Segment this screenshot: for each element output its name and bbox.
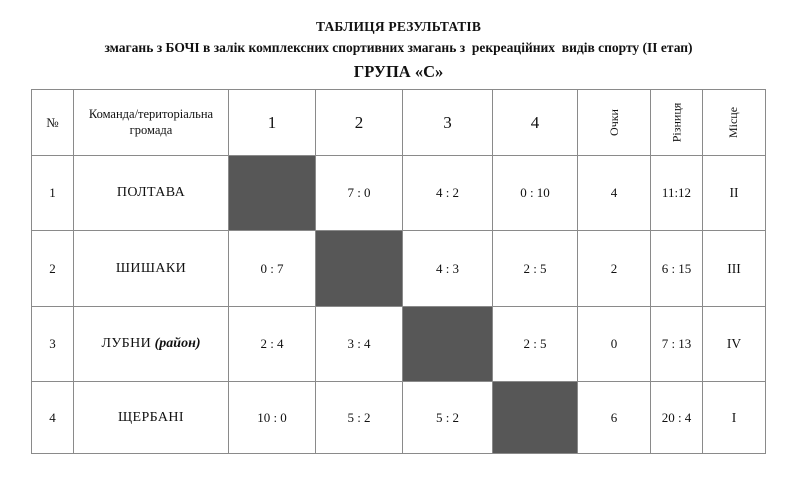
place-cell: III <box>703 231 766 307</box>
score-cell: 4 : 3 <box>403 231 493 307</box>
score-cell: 5 : 2 <box>403 382 493 454</box>
difference-cell: 7 : 13 <box>651 307 703 382</box>
self-match-cell <box>229 156 316 231</box>
row-number: 4 <box>32 382 74 454</box>
score-cell: 2 : 5 <box>493 231 578 307</box>
place-label: Місце <box>726 106 741 139</box>
difference-cell: 11:12 <box>651 156 703 231</box>
col-header-round-2: 2 <box>316 90 403 156</box>
score-cell: 0 : 10 <box>493 156 578 231</box>
points-cell: 6 <box>578 382 651 454</box>
team-name: ШИШАКИ <box>74 231 229 307</box>
page-title: ТАБЛИЦЯ РЕЗУЛЬТАТІВ <box>315 19 482 34</box>
score-cell: 4 : 2 <box>403 156 493 231</box>
col-header-round-3: 3 <box>403 90 493 156</box>
score-cell: 7 : 0 <box>316 156 403 231</box>
score-cell: 0 : 7 <box>229 231 316 307</box>
place-cell: IV <box>703 307 766 382</box>
self-match-cell <box>316 231 403 307</box>
self-match-cell <box>403 307 493 382</box>
header-row <box>32 90 766 156</box>
place-cell: II <box>703 156 766 231</box>
table-row <box>32 231 766 307</box>
score-cell: 10 : 0 <box>229 382 316 454</box>
col-header-round-1: 1 <box>229 90 316 156</box>
results-table <box>31 89 766 454</box>
score-cell: 2 : 5 <box>493 307 578 382</box>
col-header-team: Команда/територіальна громада <box>74 90 229 156</box>
difference-label: Різниця <box>668 102 683 143</box>
group-title: ГРУПА «С» <box>353 62 444 81</box>
table-row <box>32 382 766 454</box>
team-name-note: (район) <box>151 336 201 351</box>
team-name-text: ЛУБНИ <box>101 336 152 351</box>
place-cell: I <box>703 382 766 454</box>
score-cell: 3 : 4 <box>316 307 403 382</box>
team-name <box>74 307 229 382</box>
points-label: Очки <box>606 109 621 136</box>
col-header-difference <box>651 90 703 156</box>
row-number: 2 <box>32 231 74 307</box>
points-cell: 4 <box>578 156 651 231</box>
team-name: ПОЛТАВА <box>74 156 229 231</box>
row-number: 3 <box>32 307 74 382</box>
points-cell: 2 <box>578 231 651 307</box>
table-row <box>32 156 766 231</box>
document-header <box>0 19 797 82</box>
col-header-number: № <box>32 90 74 156</box>
page-subtitle: змагань з БОЧІ в залік комплексних спортивних змагань з рекреаційних видів спорту (ІІ етап) <box>104 40 693 55</box>
self-match-cell <box>493 382 578 454</box>
col-header-place <box>703 90 766 156</box>
col-header-points <box>578 90 651 156</box>
difference-cell: 6 : 15 <box>651 231 703 307</box>
col-header-round-4: 4 <box>493 90 578 156</box>
team-name: ЩЕРБАНІ <box>74 382 229 454</box>
score-cell: 5 : 2 <box>316 382 403 454</box>
difference-cell: 20 : 4 <box>651 382 703 454</box>
table-row <box>32 307 766 382</box>
points-cell: 0 <box>578 307 651 382</box>
score-cell: 2 : 4 <box>229 307 316 382</box>
row-number: 1 <box>32 156 74 231</box>
